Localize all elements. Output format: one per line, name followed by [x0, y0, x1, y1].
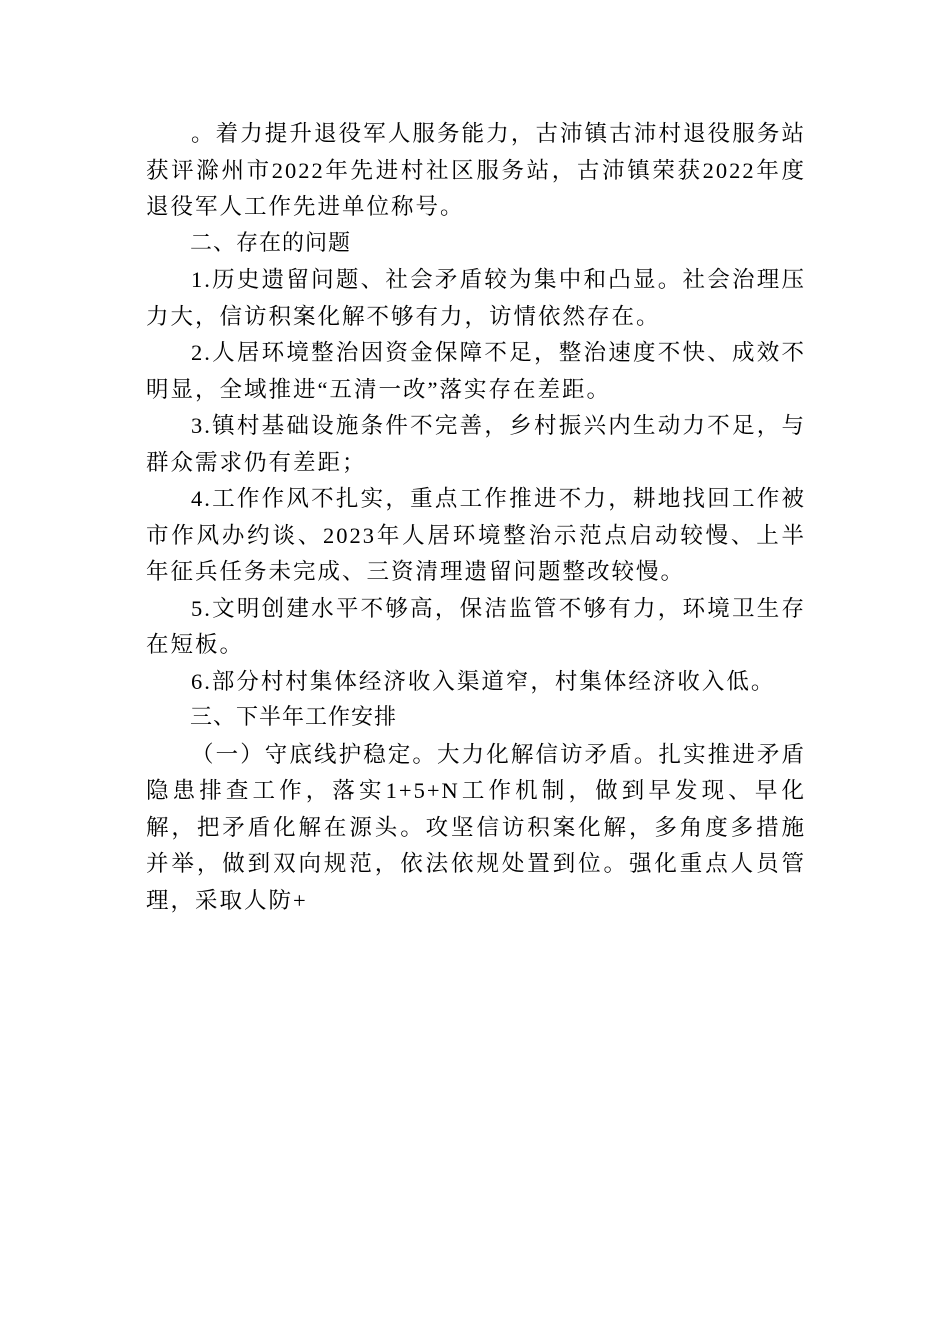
- problem-item-2: 2.人居环境整治因资金保障不足，整治速度不快、成效不明显，全域推进“五清一改”落实存在差距。: [146, 340, 806, 402]
- document-body: [146, 116, 806, 919]
- problem-item-4: 4.工作作风不扎实，重点工作推进不力，耕地找回工作被市作风办约谈、2023年人居环境整治示范点启动较慢、上半年征兵任务未完成、三资清理遗留问题整改较慢。: [146, 486, 806, 584]
- problem-item-1: 1.历史遗留问题、社会矛盾较为集中和凸显。社会治理压力大，信访积案化解不够有力，访情依然存在。: [146, 267, 806, 329]
- work-plan-item-1: （一）守底线护稳定。大力化解信访矛盾。扎实推进矛盾隐患排查工作，落实1+5+N工作机制，做到早发现、早化解，把矛盾化解在源头。攻坚信访积案化解，多角度多措施并举，做到双向规范，依法依规处置到位。强化重点人员管理，采取人防+: [146, 741, 806, 913]
- section-heading-work-plan: 三、下半年工作安排: [190, 705, 398, 730]
- section-heading-problems: 二、存在的问题: [190, 230, 352, 256]
- paragraph-veteran-services: 。着力提升退役军人服务能力，古沛镇古沛村退役服务站获评滁州市2022年先进村社区服务站，古沛镇荣获2022年度退役军人工作先进单位称号。: [146, 121, 806, 219]
- problem-item-3: 3.镇村基础设施条件不完善，乡村振兴内生动力不足，与群众需求仍有差距；: [146, 413, 806, 475]
- problem-item-5: 5.文明创建水平不够高，保洁监管不够有力，环境卫生存在短板。: [146, 595, 806, 657]
- problem-item-6: 6.部分村村集体经济收入渠道窄，村集体经济收入低。: [191, 668, 776, 694]
